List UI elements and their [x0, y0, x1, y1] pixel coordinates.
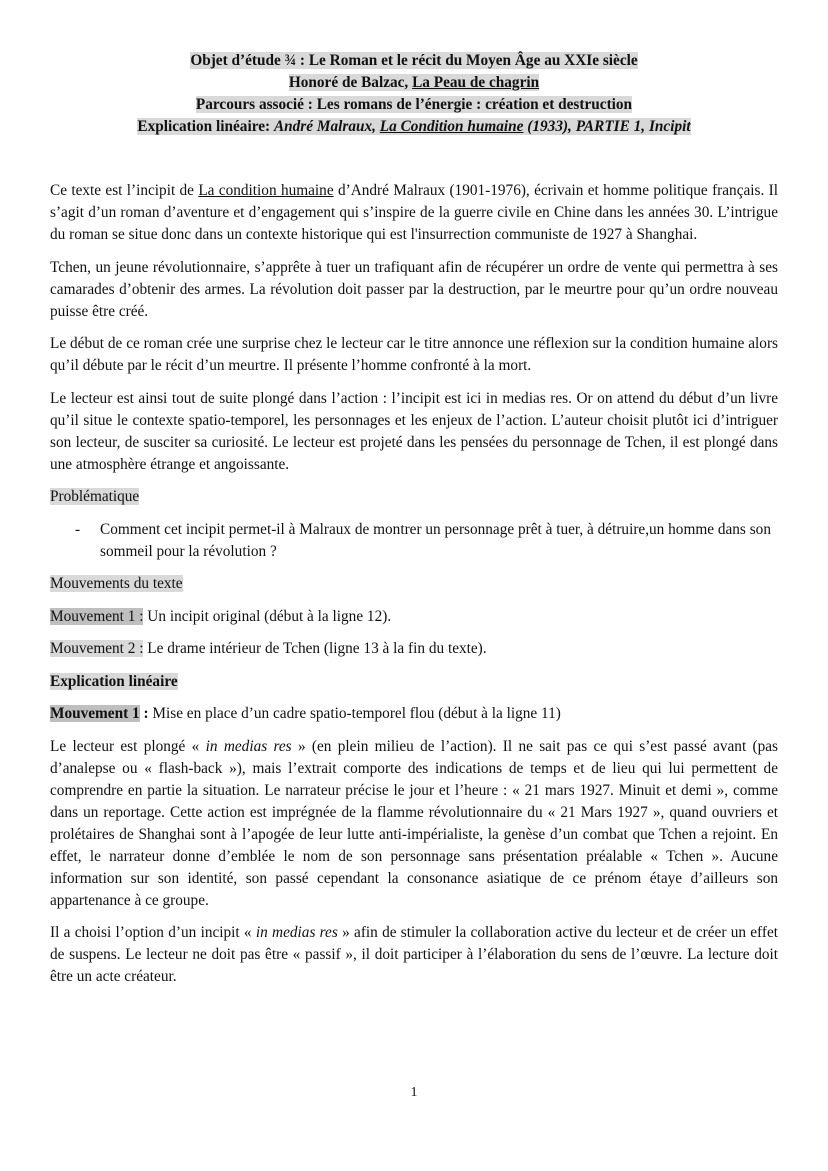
mouvement-1-summary: Mouvement 1 : Un incipit original (début à la ligne 12).	[50, 607, 392, 625]
mouvement-1-heading: Mouvement 1 : Mise en place d’un cadre spatio-temporel flou (début à la ligne 11)	[50, 705, 561, 722]
mouvement-2-summary: Mouvement 2 : Le drame intérieur de Tchen (ligne 13 à la fin du texte).	[50, 640, 487, 657]
malraux-author: André Malraux,	[273, 118, 380, 135]
intro-paragraph-4: Le lecteur est ainsi tout de suite plongé dans l’action : l’incipit est ici in medias res. Or on attend du début d’un livre qu’il situe le contexte spatio-temporel, les personnages et les enjeux de l’action. L’auteur choisit plutôt ici d’intriguer son lecteur, de susciter sa curiosité. Le lecteur est projeté dans les pensées du personnage de Tchen, il est plongé dans une atmosphère étrange et angoissante.	[50, 389, 778, 473]
malraux-book-details: (1933), PARTIE 1, Incipit	[523, 118, 691, 135]
problematique-bullet	[50, 519, 778, 563]
intro-paragraph-1: Ce texte est l’incipit de La condition humaine d’André Malraux (1901-1976), écrivain et homme politique français. Il s’agit d’un roman d’aventure et d’engagement qui s’inspire de la guerre civile en Chine dans les années 30. L’intrigue du roman se situe donc dans un contexte historique qui est l'insurrection communiste de 1927 à Shanghai.	[50, 182, 778, 243]
mouvement-2-label: Mouvement 2 :	[50, 640, 144, 657]
explication-heading-line	[50, 671, 778, 693]
mouvements-heading: Mouvements du texte	[50, 575, 183, 592]
explication-label: Explication linéaire:	[137, 118, 274, 135]
bullet-dash: -	[75, 520, 81, 538]
parcours-title: Parcours associé : Les romans de l’énergie : création et destruction	[195, 96, 633, 113]
mouvement-1-label: Mouvement 1 :	[50, 607, 144, 625]
explication-paragraph-1: Le lecteur est plongé « in medias res » (en plein milieu de l’action). Il ne sait pas ce qui s’est passé avant (pas d’analepse ou « flash-back »), mais l’extrait comporte des indications de temps et de lieu qui lui permettent de comprendre en partie la situation. Le narrateur précise le jour et l’heure : « 21 mars 1927. Minuit et demi », comme dans un reportage. Cette action est imprégnée de la flamme révolutionnaire du « 21 Mars 1927 », quand ouvriers et prolétaires de Shanghai sont à l’apogée de leur lutte anti-impérialiste, la genèse d’un combat que Tchen a rejoint. En effet, le narrateur donne d’emblée le nom de son personnage sans présentation préalable « Tchen ». Aucune information sur son identité, son passé cependant la consonance asiatique de ce prénom étaye d’ailleurs son appartenance à ce groupe.	[50, 737, 779, 909]
document-header	[0, 50, 828, 138]
header-line-1	[0, 50, 828, 72]
balzac-book-title: La Peau de chagrin	[412, 74, 540, 91]
condition-humaine-title: La condition humaine	[198, 182, 334, 199]
header-line-4	[0, 116, 828, 138]
explication-paragraph-2: Il a choisi l’option d’un incipit « in medias res » afin de stimuler la collaboration active du lecteur et de créer un effet de suspens. Le lecteur ne doit pas être « passif », il doit participer à l’élaboration du sens de l’œuvre. La lecture doit être un acte créateur.	[50, 924, 779, 985]
objet-etude-title: Objet d’étude ¾ : Le Roman et le récit du Moyen Âge au XXIe siècle	[190, 52, 638, 69]
problematique-heading: Problématique	[50, 488, 140, 505]
mouvement-1-heading-label: Mouvement 1	[50, 705, 140, 722]
document-body	[50, 180, 778, 999]
page-number: 1	[410, 1085, 418, 1100]
header-line-2	[0, 72, 828, 94]
problematique-heading-line	[50, 486, 778, 508]
malraux-book-title: La Condition humaine	[379, 118, 524, 135]
intro-paragraph-2: Tchen, un jeune révolutionnaire, s’apprête à tuer un trafiquant afin de récupérer un ordre de vente qui permettra à ses camarades d’obtenir des armes. La révolution doit passer par la destruction, par le meurtre pour qu’un ordre nouveau puisse être créé.	[50, 258, 778, 320]
explication-heading: Explication linéaire	[50, 672, 178, 690]
balzac-author: Honoré de Balzac,	[288, 74, 413, 91]
header-line-3	[0, 94, 828, 116]
mouvements-heading-line	[50, 573, 778, 595]
problematique-question: Comment cet incipit permet-il à Malraux de montrer un personnage prêt à tuer, à détruire,un homme dans son sommeil pour la révolution ?	[100, 520, 771, 560]
intro-paragraph-3: Le début de ce roman crée une surprise chez le lecteur car le titre annonce une réflexion sur la condition humaine alors qu’il débute par le récit d’un meurtre. Il présente l’homme confronté à la mort.	[50, 335, 778, 374]
